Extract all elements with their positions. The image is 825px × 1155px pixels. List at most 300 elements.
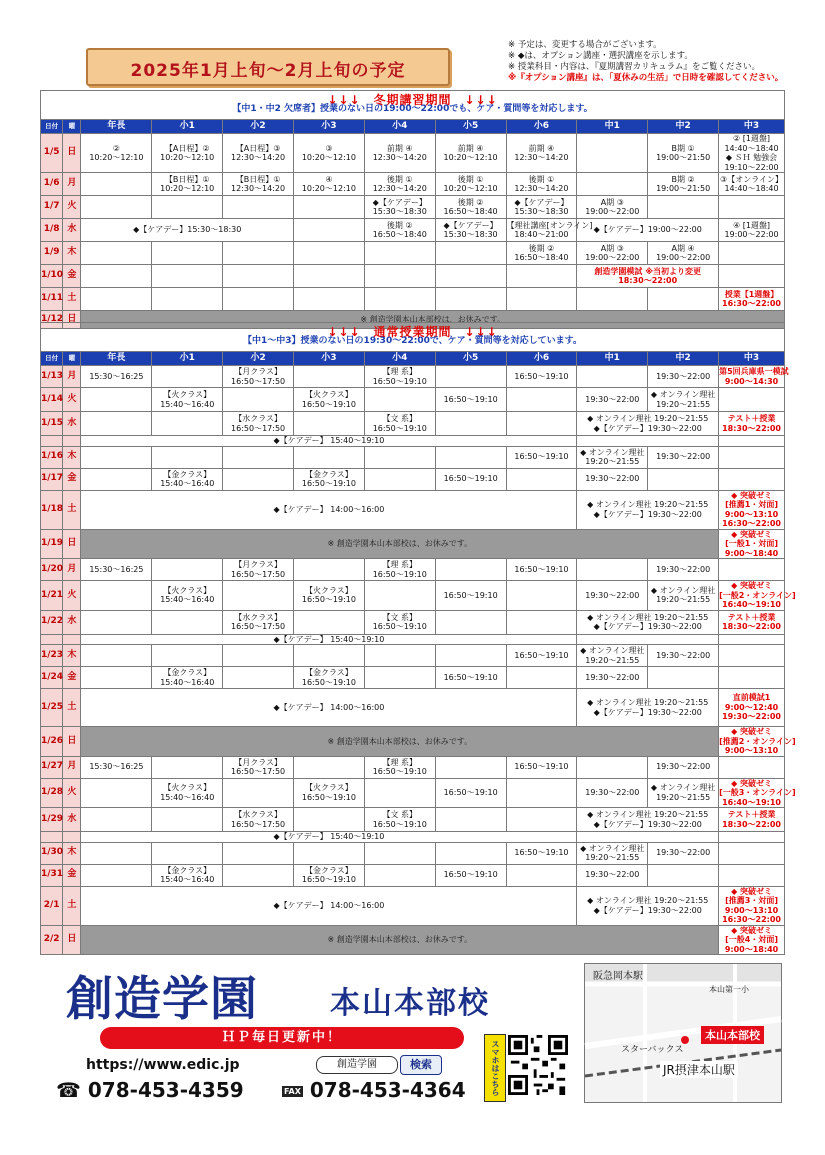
schedule-cell: 【理 系】 16:50～19:10	[364, 756, 435, 778]
schedule-cell	[152, 412, 223, 436]
schedule-cell	[152, 288, 223, 311]
column-header: 小2	[223, 120, 294, 134]
schedule-cell: 19:30～22:00	[648, 559, 719, 581]
schedule-cell: ◆【ケアデー】 15:30～18:30	[364, 196, 435, 219]
schedule-cell	[81, 778, 152, 808]
schedule-cell: ◆ オンライン理社 19:20～21:55 ◆【ケアデー】19:30～22:00	[577, 808, 719, 832]
date-cell: 1/6	[41, 173, 63, 196]
table-row	[41, 864, 785, 886]
weekday-cell: 木	[63, 242, 81, 265]
schedule-cell: 【理 系】 16:50～19:10	[364, 366, 435, 388]
schedule-cell: 後期 ② 16:50～18:40	[506, 242, 577, 265]
schedule-cell	[719, 468, 785, 490]
schedule-cell	[719, 388, 785, 412]
schedule-cell	[223, 581, 294, 611]
map-street: 本山第一小	[709, 985, 749, 994]
schedule-cell: ④ [1週盤] 19:00～22:00	[719, 219, 785, 242]
schedule-cell	[435, 645, 506, 667]
schedule-cell: 【水クラス】 16:50～17:50	[223, 610, 294, 634]
schedule-cell	[81, 288, 152, 311]
schedule-cell: ◆ オンライン理社 19:20～21:55 ◆【ケアデー】19:30～22:00	[577, 886, 719, 925]
schedule-cell	[577, 173, 648, 196]
schedule-cell	[364, 864, 435, 886]
schedule-cell	[506, 388, 577, 412]
schedule-cell: ◆ オンライン理社 19:20～21:55 ◆【ケアデー】19:30～22:00	[577, 689, 719, 727]
table-row	[41, 925, 785, 955]
column-header: 中3	[719, 352, 785, 366]
date-cell: 1/25	[41, 689, 63, 727]
schedule-cell: 【B日程】① 12:30～14:20	[223, 173, 294, 196]
schedule-cell: ③ 10:20～12:10	[293, 134, 364, 173]
schedule-cell: 19:30～22:00	[577, 864, 648, 886]
schedule-cell: 【金クラス】 15:40～16:40	[152, 468, 223, 490]
schedule-cell: 【理 系】 16:50～19:10	[364, 559, 435, 581]
schedule-cell: ◆ 突破ゼミ [推薦2・オンライン] 9:00～13:10	[719, 727, 796, 755]
weekday-cell	[63, 832, 81, 843]
schedule-cell	[293, 265, 364, 288]
schedule-cell: 19:30～22:00	[577, 581, 648, 611]
weekday-cell: 木	[63, 842, 81, 864]
schedule-cell	[81, 468, 152, 490]
date-cell	[41, 832, 63, 843]
schedule-cell	[506, 667, 577, 689]
schedule-cell: 【理社講座[オンライン] 18:40～21:00	[506, 219, 577, 242]
schedule-cell	[152, 559, 223, 581]
schedule-cell	[81, 446, 152, 468]
date-cell	[41, 436, 63, 447]
schedule-cell	[577, 832, 719, 843]
schedule-cell	[648, 667, 719, 689]
table-row	[41, 490, 785, 529]
schedule-cell	[435, 842, 506, 864]
weekday-cell: 火	[63, 388, 81, 412]
date-cell: 1/17	[41, 468, 63, 490]
schedule-cell	[223, 196, 294, 219]
schedule-cell: ◆ オンライン理社 19:20～21:55	[577, 842, 648, 864]
table-row	[41, 219, 785, 242]
schedule-cell	[506, 265, 577, 288]
column-header: 中3	[719, 120, 785, 134]
schedule-cell	[81, 864, 152, 886]
date-cell: 1/30	[41, 842, 63, 864]
schedule-cell: ◆ オンライン理社 19:20～21:55	[648, 778, 719, 808]
schedule-cell: ◆【ケアデー】 14:00～16:00	[81, 886, 577, 925]
map-landmark: スターバックス	[621, 1045, 684, 1055]
search-button[interactable]	[400, 1055, 442, 1075]
schedule-cell	[294, 756, 365, 778]
schedule-cell: ◆ オンライン理社 19:20～21:55	[577, 446, 648, 468]
date-cell	[41, 634, 63, 645]
schedule-cell	[293, 219, 364, 242]
schedule-cell: 【火クラス】 16:50～19:10	[294, 388, 365, 412]
date-cell: 1/19	[41, 529, 63, 559]
schedule-cell: ◆ オンライン理社 19:20～21:55	[648, 581, 719, 611]
schedule-cell: 【文 系】 16:50～19:10	[364, 808, 435, 832]
schedule-cell: 19:30～22:00	[648, 756, 719, 778]
schedule-cell	[81, 808, 152, 832]
schedule-cell: 前期 ④ 12:30～14:20	[506, 134, 577, 173]
phone-icon: ☎	[56, 1078, 81, 1102]
schedule-cell	[294, 412, 365, 436]
schedule-cell: ◆ 突破ゼミ [推薦1・対面] 9:00～13:10 16:30～22:00	[719, 490, 785, 529]
schedule-cell	[719, 842, 785, 864]
schedule-cell: テスト＋授業 18:30～22:00	[719, 808, 785, 832]
map-station-top: 阪急岡本駅	[593, 971, 643, 982]
schedule-cell	[152, 265, 223, 288]
weekday-cell: 火	[63, 581, 81, 611]
schedule-cell	[364, 388, 435, 412]
schedule-cell: 【火クラス】 15:40～16:40	[152, 581, 223, 611]
schedule-cell	[435, 808, 506, 832]
table-row	[41, 667, 785, 689]
schedule-cell	[719, 446, 785, 468]
schedule-cell: 【金クラス】 16:50～19:10	[294, 468, 365, 490]
schedule-cell	[719, 436, 785, 447]
schedule-cell: ◆【ケアデー】 15:40～19:10	[81, 832, 577, 843]
column-header: 中2	[648, 352, 719, 366]
weekday-cell: 土	[63, 490, 81, 529]
schedule-cell: ◆【ケアデー】 15:40～19:10	[81, 436, 577, 447]
column-header: 中2	[648, 120, 719, 134]
schedule-cell	[294, 610, 365, 634]
schedule-cell: 【火クラス】 16:50～19:10	[294, 581, 365, 611]
table-row	[41, 756, 785, 778]
schedule-cell	[435, 242, 506, 265]
schedule-cell: ◆ オンライン理社 19:20～21:55 ◆【ケアデー】19:30～22:00	[577, 490, 719, 529]
date-cell: 1/18	[41, 490, 63, 529]
table-row	[41, 173, 785, 196]
weekday-cell: 金	[63, 864, 81, 886]
schedule-cell: ※ 創造学園本山本部校は、お休みです。	[81, 529, 719, 559]
fax-number	[282, 1078, 466, 1102]
schedule-cell	[435, 265, 506, 288]
schedule-cell: ※ 創造学園本山本部校は、お休みです。	[81, 727, 719, 757]
schedule-cell	[435, 610, 506, 634]
weekday-cell: 火	[63, 778, 81, 808]
schedule-cell: 【金クラス】 15:40～16:40	[152, 864, 223, 886]
schedule-cell	[364, 842, 435, 864]
schedule-cell	[364, 645, 435, 667]
schedule-cell	[506, 610, 577, 634]
schedule-cell	[577, 366, 648, 388]
date-cell: 1/8	[41, 219, 63, 242]
schedule-cell	[152, 645, 223, 667]
schedule-cell	[364, 581, 435, 611]
schedule-cell: 16:50～19:10	[506, 366, 577, 388]
column-header: 小6	[506, 120, 577, 134]
schedule-cell: ◆ オンライン理社 19:20～21:55	[577, 645, 648, 667]
table-row	[41, 134, 785, 173]
schedule-cell	[81, 412, 152, 436]
table-row	[41, 288, 785, 311]
column-header: 小2	[223, 352, 294, 366]
date-cell: 2/2	[41, 925, 63, 955]
schedule-cell	[719, 559, 785, 581]
weekday-cell: 土	[63, 886, 81, 925]
date-cell: 1/29	[41, 808, 63, 832]
schedule-cell: 【文 系】 16:50～19:10	[364, 610, 435, 634]
note-item: ※ 授業科目・内容は、『夏期講習カリキュラム』をご覧ください。	[508, 62, 760, 72]
column-header: 小4	[364, 352, 435, 366]
schedule-cell	[223, 864, 294, 886]
schedule-cell	[223, 265, 294, 288]
table-row	[41, 265, 785, 288]
weekday-cell: 日	[63, 529, 81, 559]
schedule-cell: 後期 ② 16:50～18:40	[364, 219, 435, 242]
schedule-title: 2025年1月上旬～2月上旬の予定	[130, 61, 406, 81]
schedule-cell	[81, 242, 152, 265]
table-row	[41, 808, 785, 832]
fax-value: 078-453-4364	[309, 1078, 466, 1102]
schedule-cell	[152, 808, 223, 832]
schedule-cell	[152, 242, 223, 265]
schedule-cell	[577, 634, 719, 645]
table-row	[41, 196, 785, 219]
table-row	[41, 436, 785, 447]
map-branch-marker: 本山本部校	[701, 1026, 764, 1044]
schedule-cell: ※ 創造学園本山本部校は、お休みです。	[81, 925, 719, 955]
schedule-cell: 【火クラス】 16:50～19:10	[294, 778, 365, 808]
schedule-cell: 19:30～22:00	[577, 388, 648, 412]
schedule-cell	[506, 778, 577, 808]
schedule-cell: ② 10:20～12:10	[81, 134, 152, 173]
date-cell: 1/31	[41, 864, 63, 886]
schedule-cell: ◆ オンライン理社 19:20～21:55 ◆【ケアデー】19:30～22:00	[577, 610, 719, 634]
weekday-cell: 日	[63, 727, 81, 757]
section-title: ↓↓↓ 冬期講習期間 ↓↓↓	[327, 92, 498, 107]
schedule-cell: 16:50～19:10	[435, 388, 506, 412]
table-row	[41, 529, 785, 559]
qr-code-icon	[508, 1034, 568, 1096]
weekday-cell: 金	[63, 468, 81, 490]
schedule-cell	[152, 610, 223, 634]
table-row	[41, 842, 785, 864]
date-cell: 1/7	[41, 196, 63, 219]
table-row	[41, 634, 785, 645]
schedule-cell: 【B日程】① 10:20～12:10	[152, 173, 223, 196]
schedule-cell	[81, 842, 152, 864]
search-button-label: 検索	[410, 1058, 432, 1071]
schedule-cell	[719, 667, 785, 689]
schedule-cell	[364, 242, 435, 265]
schedule-cell: 15:30～16:25	[81, 559, 152, 581]
schedule-cell	[719, 756, 785, 778]
schedule-cell: ◆ 突破ゼミ [一般2・オンライン] 16:40～19:10	[719, 581, 796, 609]
table-row	[41, 366, 785, 388]
schedule-title-banner	[86, 48, 450, 86]
section-title: ↓↓↓ 通常授業期間 ↓↓↓	[327, 324, 498, 339]
column-header: 小3	[293, 120, 364, 134]
schedule-cell	[223, 242, 294, 265]
section-subtitle: 【中1～中3】授業のない日の19:30～22:00で、ケア・質問等を対応しています。	[243, 336, 582, 346]
schedule-cell	[81, 388, 152, 412]
website-link[interactable]: https://www.edic.jp	[86, 1057, 240, 1073]
schedule-cell	[577, 756, 648, 778]
weekday-cell: 土	[63, 689, 81, 727]
note-item: ※ ◆は、オプション講座・選択講座を示します。	[508, 51, 693, 61]
date-cell: 1/9	[41, 242, 63, 265]
schedule-cell	[81, 196, 152, 219]
table-row	[41, 886, 785, 925]
schedule-cell: ◆【ケアデー】19:00～22:00	[577, 219, 719, 242]
schedule-cell	[719, 242, 785, 265]
schedule-cell	[152, 196, 223, 219]
schedule-cell	[293, 288, 364, 311]
schedule-cell: 第5回兵庫県一模試 9:00～14:30	[719, 367, 789, 386]
schedule-cell: 【火クラス】 15:40～16:40	[152, 388, 223, 412]
schedule-cell: 16:50～19:10	[506, 446, 577, 468]
section-title-cell	[41, 91, 785, 120]
schedule-cell: 【月クラス】 16:50～17:50	[223, 366, 294, 388]
schedule-cell	[294, 645, 365, 667]
schedule-cell	[719, 832, 785, 843]
date-cell: 1/14	[41, 388, 63, 412]
column-header: 年長	[81, 120, 152, 134]
schedule-cell: 16:50～19:10	[435, 667, 506, 689]
schedule-cell: ◆【ケアデー】 15:30～18:30	[506, 196, 577, 219]
access-map	[584, 963, 782, 1103]
schedule-cell	[293, 242, 364, 265]
column-header: 日付	[41, 120, 63, 134]
schedule-cell	[81, 173, 152, 196]
schedule-cell: 19:30～22:00	[648, 645, 719, 667]
schedule-cell	[577, 134, 648, 173]
schedule-cell	[435, 559, 506, 581]
phone-value: 078-453-4359	[87, 1078, 244, 1102]
schedule-cell	[719, 196, 785, 219]
schedule-cell	[223, 778, 294, 808]
weekday-cell: 月	[63, 559, 81, 581]
schedule-cell: ◆【ケアデー】 15:40～19:10	[81, 634, 577, 645]
table-row	[41, 645, 785, 667]
schedule-cell	[223, 288, 294, 311]
schedule-cell: ④ 10:20～12:10	[293, 173, 364, 196]
schedule-cell	[648, 864, 719, 886]
schedule-cell	[152, 842, 223, 864]
column-header: 小3	[294, 352, 365, 366]
schedule-cell	[719, 634, 785, 645]
date-cell: 1/20	[41, 559, 63, 581]
date-cell: 1/13	[41, 366, 63, 388]
schedule-cell: ◆ 突破ゼミ [一般3・オンライン] 16:40～19:10	[719, 778, 796, 807]
schedule-cell: 19:30～22:00	[648, 842, 719, 864]
schedule-cell: ◆ オンライン理社 19:20～21:55 ◆【ケアデー】19:30～22:00	[577, 412, 719, 436]
weekday-cell: 水	[63, 610, 81, 634]
weekday-cell: 木	[63, 446, 81, 468]
schedule-cell	[294, 842, 365, 864]
school-logo: 創造学園	[66, 972, 258, 1027]
schedule-cell: ② [1週盤] 14:40～18:40 ◆ ＳＨ 勉強会 19:10～22:00	[719, 134, 785, 173]
schedule-cell: 【A日程】③ 12:30～14:20	[223, 134, 294, 173]
table-row	[41, 446, 785, 468]
schedule-cell	[435, 366, 506, 388]
column-header: 小5	[435, 120, 506, 134]
hp-banner: ＨＰ毎日更新中！	[100, 1027, 464, 1049]
schedule-cell: 15:30～16:25	[81, 756, 152, 778]
schedule-cell	[294, 446, 365, 468]
schedule-cell	[294, 366, 365, 388]
schedule-cell: B期 ① 19:00～21:50	[648, 134, 719, 173]
schedule-cell: 【A日程】② 10:20～12:10	[152, 134, 223, 173]
schedule-cell	[152, 446, 223, 468]
schedule-cell: 16:50～19:10	[506, 645, 577, 667]
schedule-cell: A期 ④ 19:00～22:00	[648, 242, 719, 265]
date-cell: 1/5	[41, 134, 63, 173]
schedule-cell	[364, 265, 435, 288]
schedule-cell	[364, 446, 435, 468]
schedule-cell	[223, 667, 294, 689]
schedule-cell	[223, 645, 294, 667]
schedule-cell: 【水クラス】 16:50～17:50	[223, 808, 294, 832]
column-header: 曜	[63, 352, 81, 366]
date-cell: 1/15	[41, 412, 63, 436]
weekday-cell: 月	[63, 173, 81, 196]
schedule-cell: 【文 系】 16:50～19:10	[364, 412, 435, 436]
schedule-cell: 15:30～16:25	[81, 366, 152, 388]
schedule-cell	[506, 581, 577, 611]
table-row	[41, 778, 785, 808]
schedule-cell	[81, 645, 152, 667]
weekday-cell: 月	[63, 366, 81, 388]
schedule-cell: 【金クラス】 16:50～19:10	[294, 864, 365, 886]
table-row	[41, 559, 785, 581]
date-cell: 1/23	[41, 645, 63, 667]
schedule-cell	[577, 288, 648, 311]
schedule-cell	[81, 667, 152, 689]
schedule-cell: ◆【ケアデー】15:30～18:30	[81, 219, 294, 242]
schedule-cell	[506, 808, 577, 832]
schedule-cell: 19:30～22:00	[577, 468, 648, 490]
schedule-cell	[719, 265, 785, 288]
table-row	[41, 242, 785, 265]
weekday-cell: 月	[63, 756, 81, 778]
schedule-cell	[294, 559, 365, 581]
schedule-cell: 【月クラス】 16:50～17:50	[223, 756, 294, 778]
schedule-cell: 【金クラス】 15:40～16:40	[152, 667, 223, 689]
schedule-cell: ◆ 突破ゼミ [一般4・対面] 9:00～18:40	[719, 925, 785, 955]
schedule-cell	[81, 581, 152, 611]
schedule-cell: 後期 ② 16:50～18:40	[435, 196, 506, 219]
schedule-cell: ◆【ケアデー】 15:30～18:30	[435, 219, 506, 242]
schedule-cell: ◆ 突破ゼミ [一般1・対面] 9:00～18:40	[719, 529, 785, 559]
smartphone-label: スマホはこちら	[484, 1034, 506, 1102]
column-header: 曜	[63, 120, 81, 134]
schedule-cell: 19:30～22:00	[648, 446, 719, 468]
column-header: 中1	[577, 120, 648, 134]
schedule-cell: 授業【1週盤】 16:30～22:00	[719, 288, 785, 311]
weekday-cell: 火	[63, 196, 81, 219]
schedule-cell	[152, 366, 223, 388]
schedule-cell: 後期 ① 12:30～14:20	[364, 173, 435, 196]
section-title-cell	[41, 323, 785, 352]
schedule-cell	[577, 436, 719, 447]
schedule-cell	[648, 288, 719, 311]
weekday-cell: 金	[63, 265, 81, 288]
date-cell: 1/11	[41, 288, 63, 311]
schedule-cell	[81, 610, 152, 634]
regular-schedule-table	[40, 322, 796, 955]
schedule-cell: 後期 ① 10:20～12:10	[435, 173, 506, 196]
table-row	[41, 832, 785, 843]
schedule-cell	[364, 468, 435, 490]
schedule-cell	[293, 196, 364, 219]
schedule-cell: 16:50～19:10	[435, 778, 506, 808]
schedule-cell: ③【オンライン】 14:40～18:40	[719, 173, 785, 196]
weekday-cell: 水	[63, 412, 81, 436]
date-cell: 1/12	[41, 311, 63, 329]
column-header: 小5	[435, 352, 506, 366]
schedule-cell	[435, 288, 506, 311]
